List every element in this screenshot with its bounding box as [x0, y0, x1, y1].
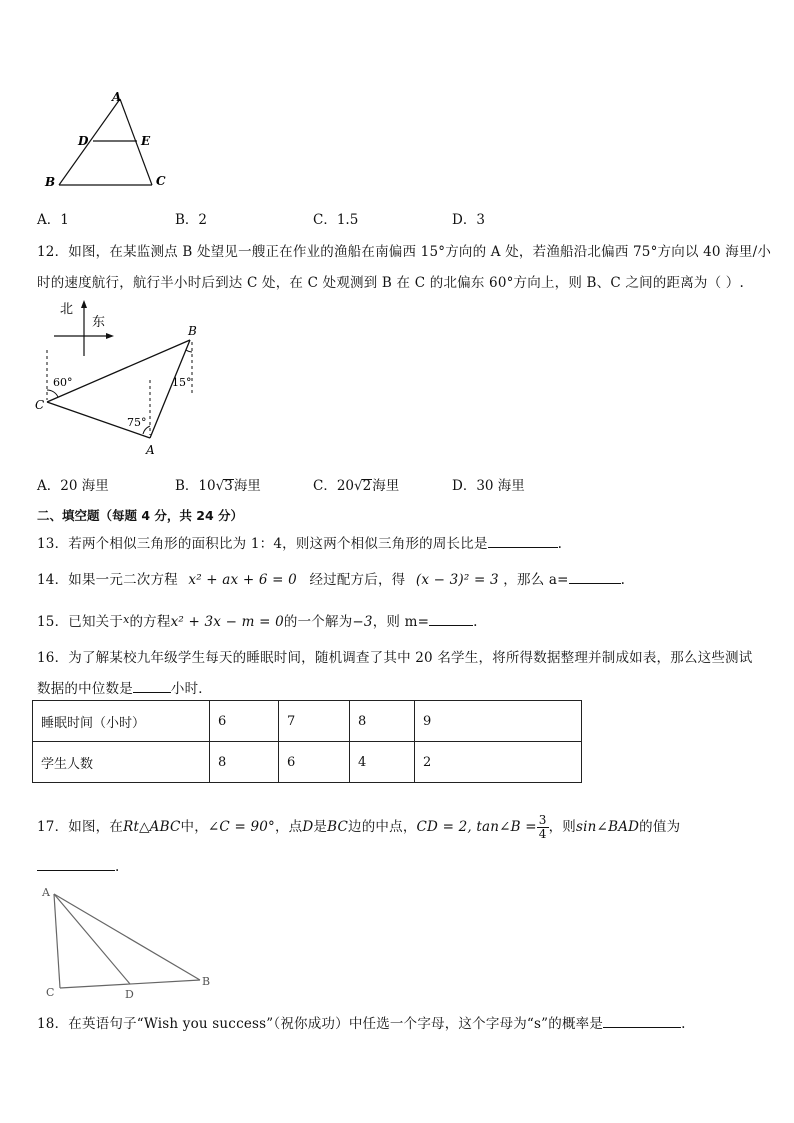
option-c-prefix: C．20: [313, 478, 355, 494]
q14-post: ，那么 a=: [503, 572, 569, 588]
q17-sin: sin∠BAD: [576, 819, 640, 835]
table-cell: 8: [210, 742, 279, 783]
label-b: B: [188, 324, 197, 338]
q17-t2: ，点: [274, 819, 303, 835]
q17-line2: [37, 856, 120, 875]
q11-triangle-figure: [40, 86, 175, 194]
q18-answer-blank[interactable]: [603, 1013, 681, 1028]
q15-mid2: 的一个解为: [283, 614, 353, 630]
edge-ab: [59, 99, 120, 185]
q15-root: −3: [352, 614, 373, 630]
table-cell: 8: [350, 701, 415, 742]
table-row: [33, 742, 582, 783]
arc-c: [47, 390, 58, 397]
q17-t4: 边的中点，: [348, 819, 417, 835]
q12-option-b: [175, 474, 261, 494]
q17-t6: 的值为: [639, 819, 681, 835]
label-a: A: [42, 886, 50, 899]
q14-answer-blank[interactable]: [569, 569, 621, 584]
q17-t1: 中，: [180, 819, 208, 835]
q17-cd-tan: CD = 2, tan∠B =: [416, 819, 537, 835]
q16-answer-blank[interactable]: [133, 678, 171, 693]
q12-option-d: D．30 海里: [452, 478, 525, 494]
q14-mid: 经过配方后，得: [309, 572, 406, 588]
label-e: E: [141, 134, 151, 148]
q17-t3: 是: [313, 819, 328, 835]
q14-equation-2: (x − 3)² = 3: [415, 572, 499, 588]
option-b-prefix: B．10: [175, 478, 216, 494]
q11-option-d: D．3: [452, 212, 485, 228]
sqrt-icon: √: [215, 478, 225, 494]
q13-end: .: [557, 536, 563, 552]
q17-triangle: Rt△ABC: [123, 819, 181, 835]
q12-option-a: A．20 海里: [37, 478, 109, 494]
q15-post: ，则 m=: [372, 614, 430, 630]
angle-c-label: 60°: [53, 376, 73, 389]
sqrt-icon: √: [354, 478, 363, 494]
q12-figure: [32, 298, 212, 458]
q17-answer-blank[interactable]: [37, 856, 115, 871]
q17-pre: 17．如图，在: [37, 819, 124, 835]
option-b-radicand: 3: [224, 478, 233, 494]
q15-equation: x² + 3x − m = 0: [170, 614, 284, 630]
sleep-data-table: [32, 700, 582, 783]
q14: [37, 568, 625, 588]
q17-bc: BC: [327, 819, 349, 835]
q14-end: .: [620, 572, 626, 588]
fraction-denominator: 4: [538, 827, 547, 841]
q15-pre: 15．已知关于: [37, 614, 124, 630]
q15-var: x: [123, 613, 130, 626]
q17-t5: ，则: [548, 819, 577, 835]
section-title: 二、填空题（每题 4 分，共 24 分）: [37, 508, 244, 523]
q13-text: 13．若两个相似三角形的面积比为 1：4，则这两个相似三角形的周长比是: [37, 536, 488, 552]
north-arrow-icon: [81, 300, 87, 308]
label-b: B: [45, 175, 56, 189]
table-cell: 学生人数: [33, 742, 210, 783]
q16-line2: [37, 677, 212, 697]
table-cell: 9: [415, 701, 582, 742]
label-d: D: [78, 134, 89, 148]
q16-line2-post: 小时．: [170, 681, 213, 697]
table-cell: 6: [210, 701, 279, 742]
label-a: A: [146, 443, 155, 457]
label-c: C: [46, 986, 55, 999]
q18: [37, 1012, 686, 1032]
option-c-unit: 海里: [372, 478, 400, 494]
q12-line1: 12．如图，在某监测点 B 处望见一艘正在作业的渔船在南偏西 15°方向的 A 处，若渔船沿北偏西 75°方向以 40 海里/小: [37, 244, 772, 260]
edge-ac: [54, 894, 60, 988]
q17-angle: ∠C = 90°: [207, 819, 275, 835]
label-b: B: [202, 975, 211, 988]
edge-ab: [54, 894, 200, 980]
north-label: 北: [60, 302, 74, 317]
angle-a-label: 75°: [127, 416, 147, 429]
segment-ad: [54, 894, 130, 984]
label-c: C: [156, 174, 166, 188]
q12-line2: 时的速度航行，航行半小时后到达 C 处，在 C 处观测到 B 在 C 的北偏东 60°方向上，则 B、C 之间的距离为（ ）.: [37, 275, 744, 291]
table-cell: 2: [415, 742, 582, 783]
q11-option-a: A．1: [37, 212, 69, 228]
q18-text: 18．在英语句子“Wish you success”（祝你成功）中任选一个字母，这个字母为“s”的概率是: [37, 1016, 604, 1032]
q13: [37, 532, 562, 552]
option-c-radicand: 2: [362, 478, 372, 494]
q18-end: .: [681, 1016, 686, 1032]
east-arrow-icon: [106, 333, 114, 339]
q17-figure: [36, 884, 218, 1000]
table-cell: 4: [350, 742, 415, 783]
label-a: A: [112, 90, 122, 104]
table-cell: 6: [279, 742, 350, 783]
angle-b-label: 15°: [172, 376, 192, 389]
q14-equation-1: x² + ax + 6 = 0: [188, 572, 297, 588]
table-cell: 睡眠时间（小时）: [33, 701, 210, 742]
table-row: [33, 701, 582, 742]
q15-answer-blank[interactable]: [429, 611, 473, 626]
q16-line1: 16．为了解某校九年级学生每天的睡眠时间，随机调查了其中 20 名学生，将所得数据整理并制成如表，那么这些测试: [37, 650, 753, 666]
table-cell: 7: [279, 701, 350, 742]
q12-option-c: [313, 474, 399, 494]
label-c: C: [35, 398, 45, 412]
q17-line1: [37, 814, 680, 841]
q11-option-c: C．1.5: [313, 212, 359, 228]
q16-line2-pre: 数据的中位数是: [37, 681, 133, 697]
option-b-unit: 海里: [233, 478, 261, 494]
east-label: 东: [92, 315, 106, 330]
arc-b: [186, 350, 192, 352]
q14-pre: 14．如果一元二次方程: [37, 572, 178, 588]
q15: [37, 610, 478, 630]
q11-option-b: B．2: [175, 212, 208, 228]
q15-end: .: [473, 614, 478, 630]
fraction-numerator: 3: [538, 813, 547, 827]
label-d: D: [125, 988, 134, 1000]
q17-fraction: [537, 814, 549, 841]
q15-mid: 的方程: [129, 614, 171, 630]
q17-point-d: D: [302, 819, 314, 835]
q13-answer-blank[interactable]: [488, 533, 558, 548]
q17-end: .: [115, 859, 120, 875]
